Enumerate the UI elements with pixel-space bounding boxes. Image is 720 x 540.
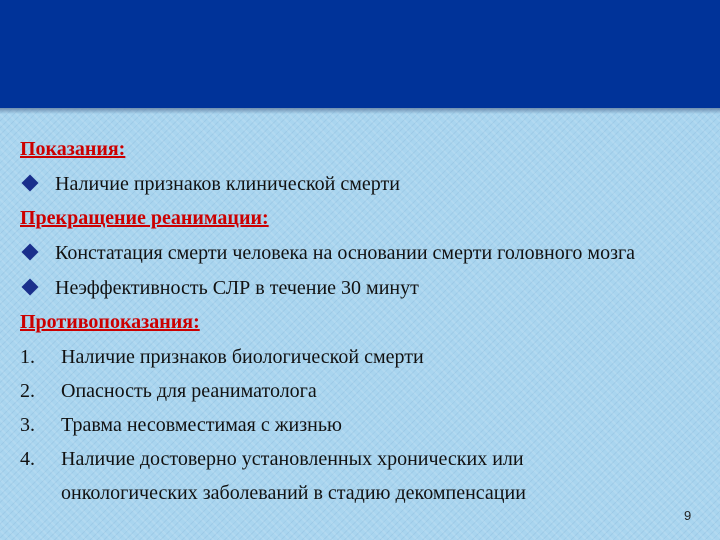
heading-indications: Показания: xyxy=(20,138,126,160)
page-number: 9 xyxy=(684,508,692,523)
bullet-item xyxy=(20,271,710,306)
item-number: 1. xyxy=(20,345,35,368)
diamond-bullet-icon xyxy=(22,243,39,260)
item-number: 4. xyxy=(20,447,35,470)
bullet-item-text: Наличие признаков клинической смерти xyxy=(55,172,400,195)
numbered-item xyxy=(20,408,710,442)
numbered-item xyxy=(20,442,710,510)
numbered-item-text: Наличие признаков биологической смерти xyxy=(61,345,424,368)
bullet-item xyxy=(20,236,710,271)
bullet-item-text: Констатация смерти человека на основании смерти головного мозга xyxy=(55,241,636,264)
bullet-item xyxy=(20,167,710,202)
heading-termination: Прекращение реанимации: xyxy=(20,207,269,229)
header-band xyxy=(0,0,720,108)
numbered-item-text: Наличие достоверно установленных хронических или онкологических заболеваний в стадию декомпенсации xyxy=(61,447,526,504)
bullet-item-text: Неэффективность СЛР в течение 30 минут xyxy=(55,276,419,299)
slide-content xyxy=(20,132,710,510)
diamond-bullet-icon xyxy=(22,278,39,295)
header-shadow xyxy=(0,108,720,114)
item-number: 3. xyxy=(20,413,35,436)
item-number: 2. xyxy=(20,379,35,402)
numbered-item xyxy=(20,340,710,374)
numbered-item-text: Опасность для реаниматолога xyxy=(61,379,317,402)
numbered-item xyxy=(20,374,710,408)
heading-contraindications: Противопоказания: xyxy=(20,311,200,333)
numbered-item-text: Травма несовместимая с жизнью xyxy=(61,413,342,436)
diamond-bullet-icon xyxy=(22,174,39,191)
